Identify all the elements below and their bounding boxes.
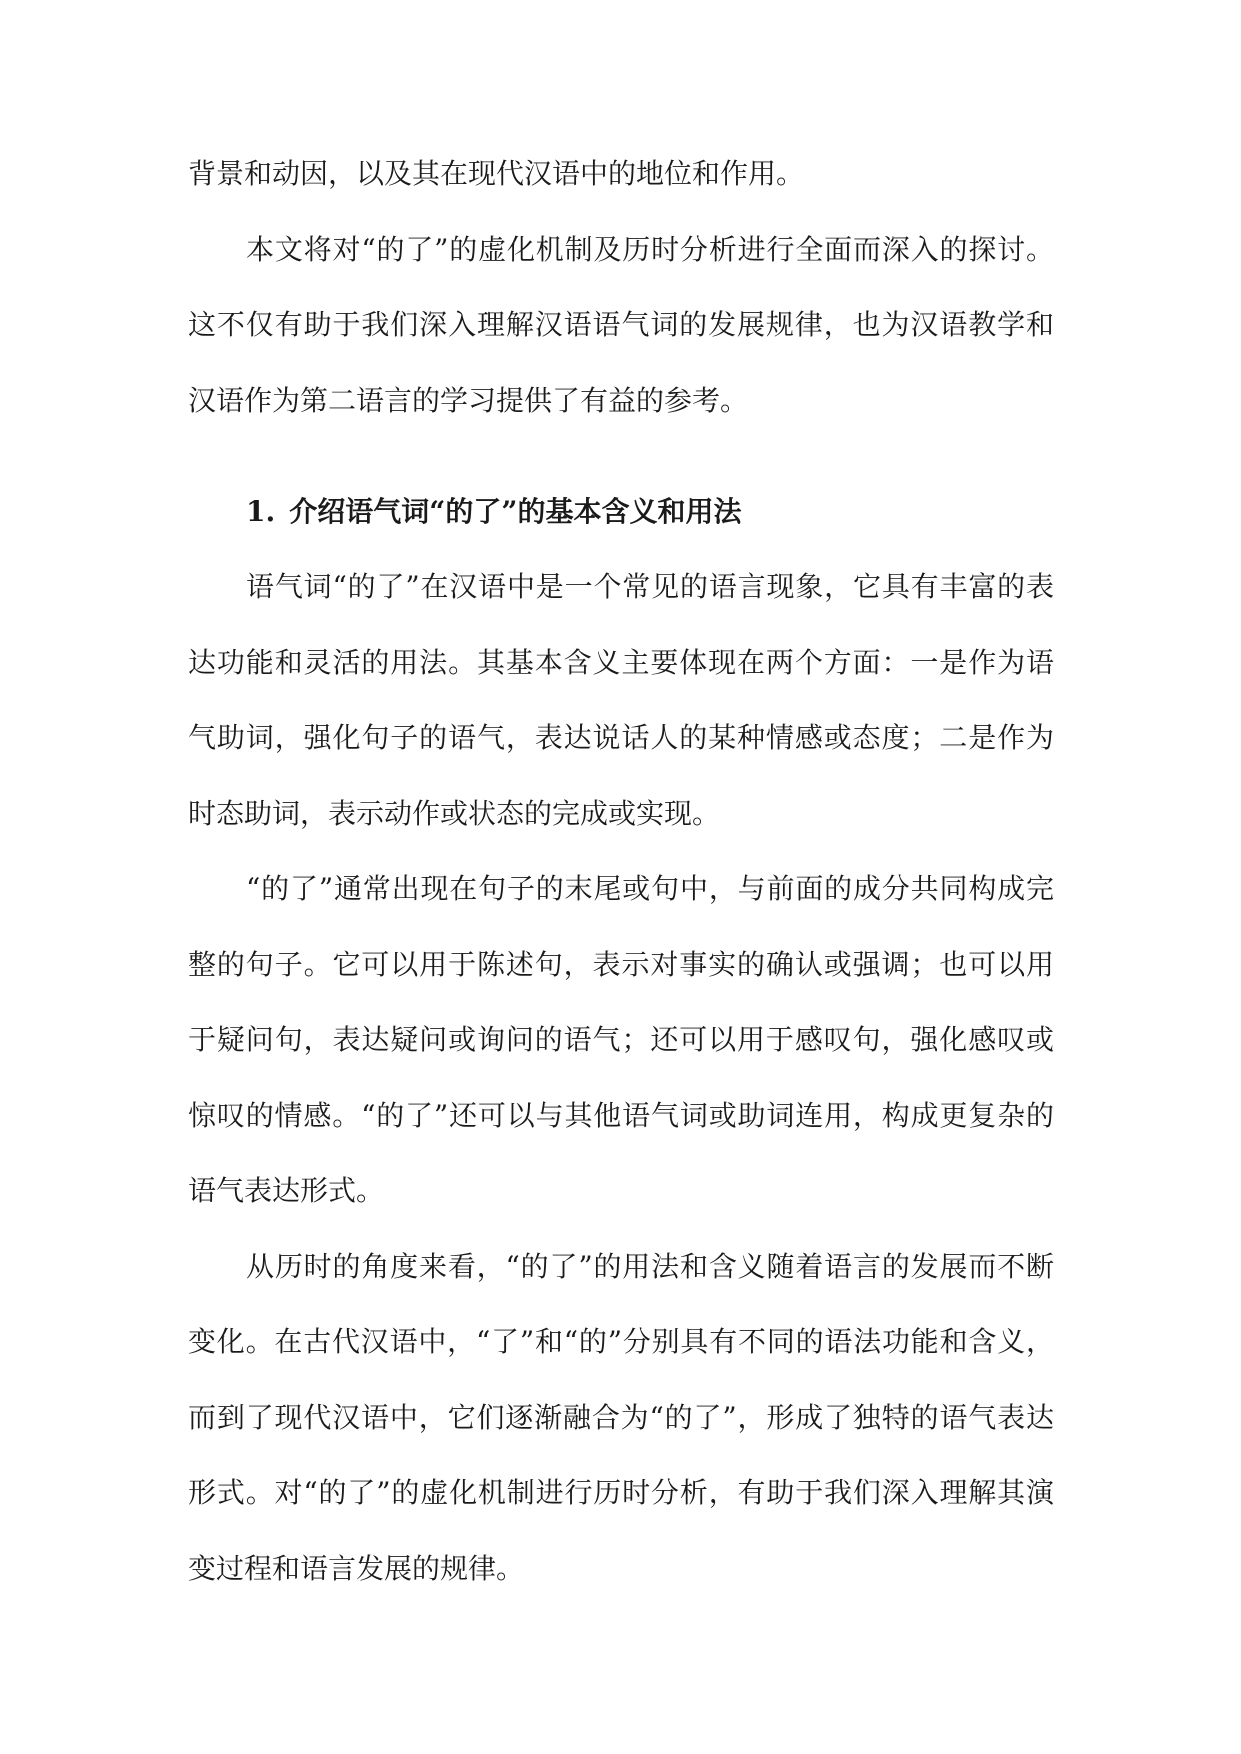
paragraph-intro: 本文将对“的了”的虚化机制及历时分析进行全面而深入的探讨。这不仅有助于我们深入理解汉语语气词的发展规律，也为汉语教学和汉语作为第二语言的学习提供了有益的参考。 bbox=[188, 232, 1054, 417]
section-number: 1. bbox=[246, 495, 276, 528]
paragraph-body-1: 语气词“的了”在汉语中是一个常见的语言现象，它具有丰富的表达功能和灵活的用法。其基本含义主要体现在两个方面：一是作为语气助词，强化句子的语气，表达说话人的某种情感或态度；二是作为时态助词，表示动作或状态的完成或实现。 bbox=[188, 570, 1054, 830]
paragraph-body-3: 从历时的角度来看，“的了”的用法和含义随着语言的发展而不断变化。在古代汉语中，“了”和“的”分别具有不同的语法功能和含义，而到了现代汉语中，它们逐渐融合为“的了”，形成了独特的语气表达形式。对“的了”的虚化机制进行历时分析，有助于我们深入理解其演变过程和语言发展的规律。 bbox=[188, 1249, 1054, 1585]
section-title: 介绍语气词“的了”的基本含义和用法 bbox=[289, 495, 742, 528]
section-heading bbox=[188, 474, 1054, 549]
document-page bbox=[188, 136, 1054, 1606]
paragraph-continuation: 背景和动因，以及其在现代汉语中的地位和作用。 bbox=[188, 157, 805, 190]
paragraph-body-2: “的了”通常出现在句子的末尾或句中，与前面的成分共同构成完整的句子。它可以用于陈述句，表示对事实的确认或强调；也可以用于疑问句，表达疑问或询问的语气；还可以用于感叹句，强化感叹或惊叹的情感。“的了”还可以与其他语气词或助词连用，构成更复杂的语气表达形式。 bbox=[188, 872, 1054, 1207]
